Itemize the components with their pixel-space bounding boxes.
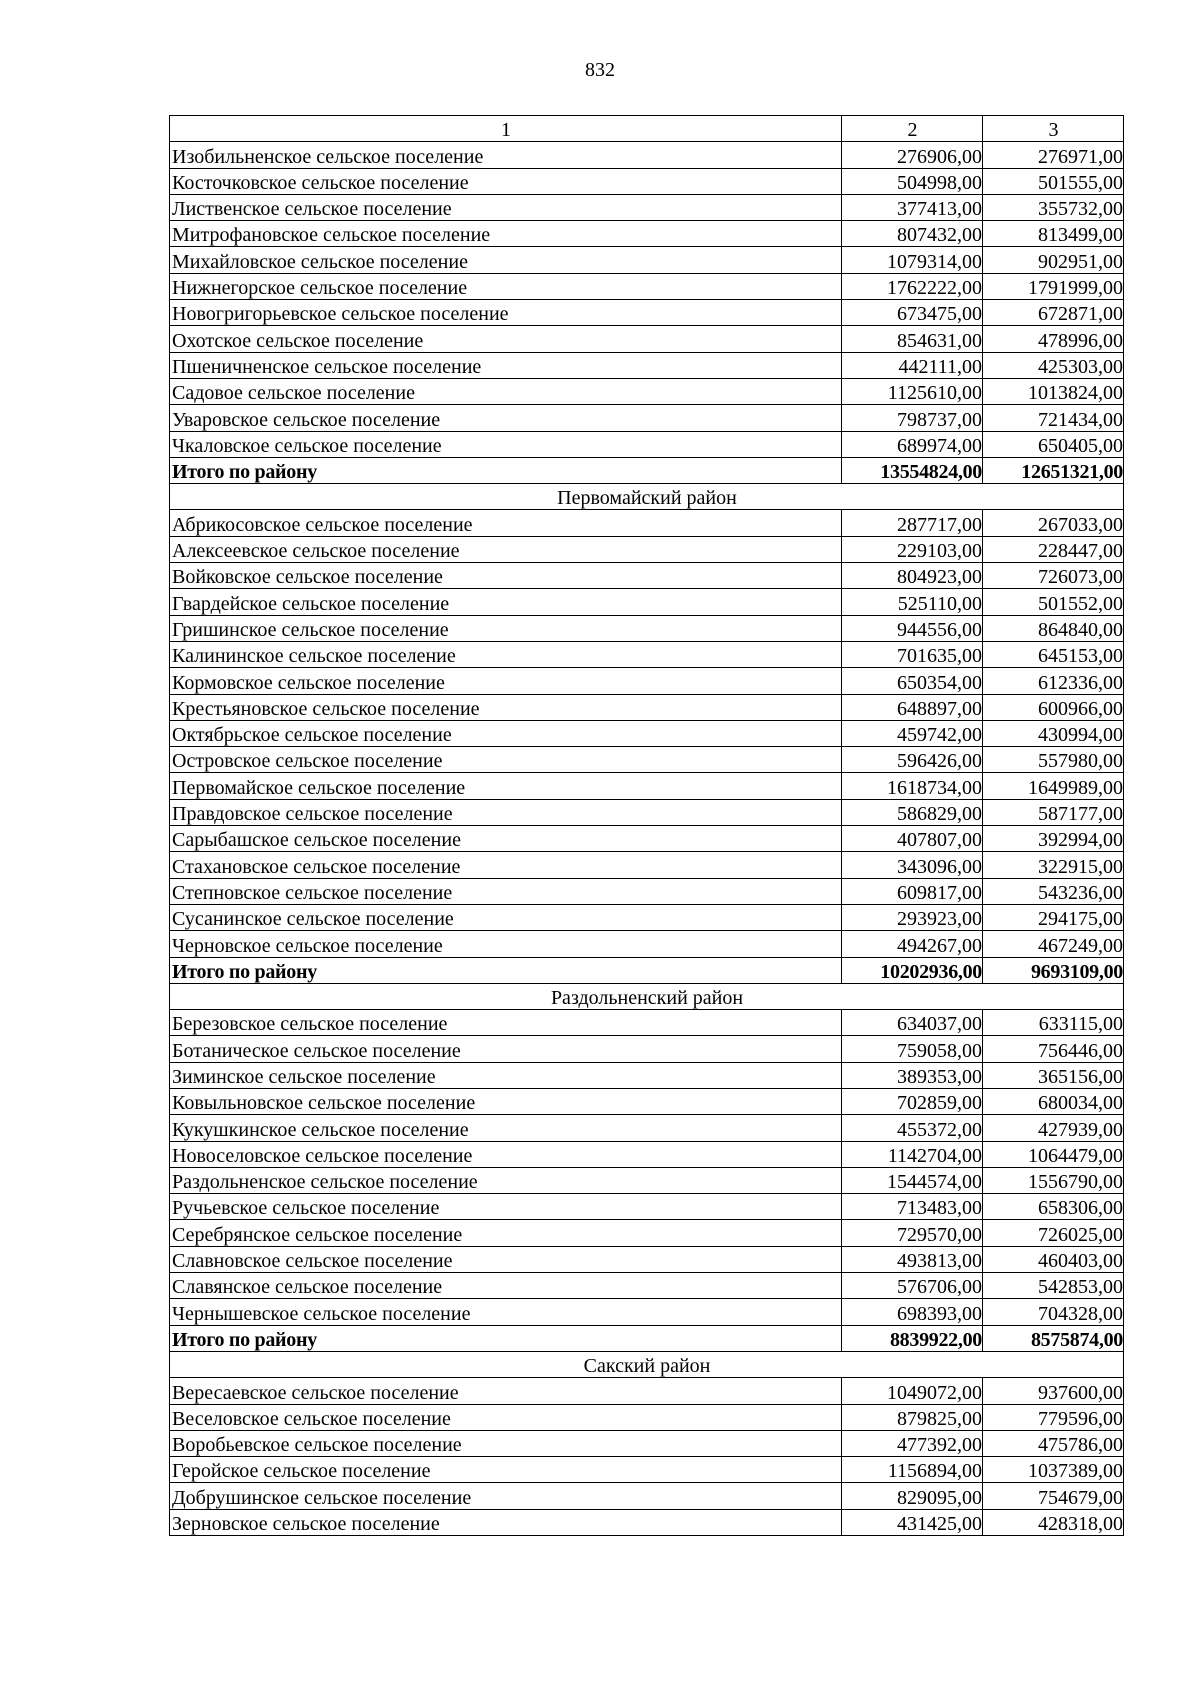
column-header-1: 1 (170, 116, 842, 142)
value-col-2: 829095,00 (842, 1483, 983, 1509)
value-col-3: 557980,00 (983, 747, 1124, 773)
table-row (170, 1036, 1124, 1062)
table-row (170, 1483, 1124, 1509)
table-row (170, 1115, 1124, 1141)
settlement-name: Октябрьское сельское поселение (170, 720, 842, 746)
value-col-2: 1049072,00 (842, 1378, 983, 1404)
district-header-row (170, 983, 1124, 1009)
settlement-name: Стахановское сельское поселение (170, 852, 842, 878)
value-col-2: 293923,00 (842, 904, 983, 930)
settlement-name: Степновское сельское поселение (170, 878, 842, 904)
value-col-3: 587177,00 (983, 799, 1124, 825)
settlement-name: Новогригорьевское сельское поселение (170, 300, 842, 326)
value-col-3: 1556790,00 (983, 1167, 1124, 1193)
value-col-3: 478996,00 (983, 326, 1124, 352)
value-col-2: 879825,00 (842, 1404, 983, 1430)
value-col-2: 698393,00 (842, 1299, 983, 1325)
district-total-row (170, 1325, 1124, 1351)
value-col-2: 807432,00 (842, 221, 983, 247)
settlement-name: Калининское сельское поселение (170, 641, 842, 667)
value-col-3: 864840,00 (983, 615, 1124, 641)
value-col-2: 477392,00 (842, 1430, 983, 1456)
total-col-2: 10202936,00 (842, 957, 983, 983)
value-col-3: 1013824,00 (983, 378, 1124, 404)
settlement-name: Ковыльновское сельское поселение (170, 1088, 842, 1114)
table-row (170, 510, 1124, 536)
value-col-2: 609817,00 (842, 878, 983, 904)
table-row (170, 1430, 1124, 1456)
table-row (170, 1509, 1124, 1535)
table-row (170, 194, 1124, 220)
settlement-name: Охотское сельское поселение (170, 326, 842, 352)
table-row (170, 1167, 1124, 1193)
value-col-3: 276971,00 (983, 142, 1124, 168)
value-col-3: 1649989,00 (983, 773, 1124, 799)
value-col-3: 294175,00 (983, 904, 1124, 930)
value-col-3: 501555,00 (983, 168, 1124, 194)
table-row (170, 1404, 1124, 1430)
settlement-name: Славянское сельское поселение (170, 1273, 842, 1299)
settlement-name: Лиственское сельское поселение (170, 194, 842, 220)
value-col-2: 1762222,00 (842, 273, 983, 299)
value-col-3: 467249,00 (983, 931, 1124, 957)
settlement-name: Крестьяновское сельское поселение (170, 694, 842, 720)
settlement-name: Зиминское сельское поселение (170, 1062, 842, 1088)
table-row (170, 300, 1124, 326)
value-col-3: 543236,00 (983, 878, 1124, 904)
settlement-name: Славновское сельское поселение (170, 1246, 842, 1272)
table-row (170, 1299, 1124, 1325)
total-col-3: 12651321,00 (983, 457, 1124, 483)
value-col-3: 228447,00 (983, 536, 1124, 562)
settlement-name: Косточковское сельское поселение (170, 168, 842, 194)
value-col-3: 1037389,00 (983, 1457, 1124, 1483)
table-body (170, 116, 1124, 1536)
value-col-2: 1079314,00 (842, 247, 983, 273)
settlement-name: Зерновское сельское поселение (170, 1509, 842, 1535)
value-col-2: 798737,00 (842, 405, 983, 431)
settlement-name: Вересаевское сельское поселение (170, 1378, 842, 1404)
settlement-name: Островское сельское поселение (170, 747, 842, 773)
value-col-2: 648897,00 (842, 694, 983, 720)
value-col-2: 586829,00 (842, 799, 983, 825)
table-row (170, 1220, 1124, 1246)
value-col-3: 704328,00 (983, 1299, 1124, 1325)
settlement-name: Михайловское сельское поселение (170, 247, 842, 273)
value-col-2: 287717,00 (842, 510, 983, 536)
total-label: Итого по району (170, 457, 842, 483)
settlement-name: Садовое сельское поселение (170, 378, 842, 404)
column-header-3: 3 (983, 116, 1124, 142)
value-col-3: 425303,00 (983, 352, 1124, 378)
table-row (170, 720, 1124, 746)
total-col-2: 8839922,00 (842, 1325, 983, 1351)
table-row (170, 1246, 1124, 1272)
value-col-2: 493813,00 (842, 1246, 983, 1272)
value-col-2: 729570,00 (842, 1220, 983, 1246)
value-col-2: 944556,00 (842, 615, 983, 641)
table-row (170, 221, 1124, 247)
table-row (170, 142, 1124, 168)
value-col-2: 494267,00 (842, 931, 983, 957)
value-col-2: 596426,00 (842, 747, 983, 773)
settlement-name: Геройское сельское поселение (170, 1457, 842, 1483)
settlement-name: Изобильненское сельское поселение (170, 142, 842, 168)
settlement-name: Ручьевское сельское поселение (170, 1194, 842, 1220)
value-col-2: 1618734,00 (842, 773, 983, 799)
district-header-row (170, 1351, 1124, 1377)
value-col-3: 460403,00 (983, 1246, 1124, 1272)
value-col-2: 673475,00 (842, 300, 983, 326)
settlement-name: Первомайское сельское поселение (170, 773, 842, 799)
value-col-2: 702859,00 (842, 1088, 983, 1114)
settlement-name: Кормовское сельское поселение (170, 668, 842, 694)
value-col-3: 427939,00 (983, 1115, 1124, 1141)
district-header-row (170, 484, 1124, 510)
value-col-2: 1125610,00 (842, 378, 983, 404)
value-col-3: 756446,00 (983, 1036, 1124, 1062)
value-col-2: 1142704,00 (842, 1141, 983, 1167)
settlement-name: Абрикосовское сельское поселение (170, 510, 842, 536)
value-col-3: 633115,00 (983, 1010, 1124, 1036)
settlement-name: Чкаловское сельское поселение (170, 431, 842, 457)
value-col-2: 634037,00 (842, 1010, 983, 1036)
value-col-3: 365156,00 (983, 1062, 1124, 1088)
value-col-3: 645153,00 (983, 641, 1124, 667)
table-row (170, 747, 1124, 773)
table-row (170, 247, 1124, 273)
table-row (170, 563, 1124, 589)
table-row (170, 668, 1124, 694)
value-col-3: 612336,00 (983, 668, 1124, 694)
value-col-2: 804923,00 (842, 563, 983, 589)
page-number: 832 (585, 59, 615, 81)
value-col-2: 276906,00 (842, 142, 983, 168)
district-name: Раздольненский район (170, 983, 1124, 1009)
district-total-row (170, 457, 1124, 483)
table-row (170, 904, 1124, 930)
table-row (170, 615, 1124, 641)
value-col-3: 813499,00 (983, 221, 1124, 247)
settlement-name: Гришинское сельское поселение (170, 615, 842, 641)
table-row (170, 1088, 1124, 1114)
total-col-3: 9693109,00 (983, 957, 1124, 983)
value-col-3: 267033,00 (983, 510, 1124, 536)
value-col-3: 475786,00 (983, 1430, 1124, 1456)
value-col-3: 650405,00 (983, 431, 1124, 457)
settlement-name: Гвардейское сельское поселение (170, 589, 842, 615)
district-total-row (170, 957, 1124, 983)
value-col-2: 1156894,00 (842, 1457, 983, 1483)
table-row (170, 589, 1124, 615)
value-col-2: 576706,00 (842, 1273, 983, 1299)
district-name: Сакский район (170, 1351, 1124, 1377)
value-col-3: 428318,00 (983, 1509, 1124, 1535)
value-col-3: 658306,00 (983, 1194, 1124, 1220)
value-col-3: 501552,00 (983, 589, 1124, 615)
table-row (170, 826, 1124, 852)
settlement-name: Серебрянское сельское поселение (170, 1220, 842, 1246)
value-col-2: 455372,00 (842, 1115, 983, 1141)
table-row (170, 168, 1124, 194)
value-col-3: 721434,00 (983, 405, 1124, 431)
table-row (170, 852, 1124, 878)
value-col-3: 542853,00 (983, 1273, 1124, 1299)
value-col-3: 779596,00 (983, 1404, 1124, 1430)
column-header-2: 2 (842, 116, 983, 142)
value-col-2: 689974,00 (842, 431, 983, 457)
settlement-name: Воробьевское сельское поселение (170, 1430, 842, 1456)
value-col-3: 937600,00 (983, 1378, 1124, 1404)
settlement-name: Черновское сельское поселение (170, 931, 842, 957)
value-col-3: 726073,00 (983, 563, 1124, 589)
table-row (170, 326, 1124, 352)
table-row (170, 352, 1124, 378)
total-label: Итого по району (170, 957, 842, 983)
value-col-2: 459742,00 (842, 720, 983, 746)
value-col-2: 377413,00 (842, 194, 983, 220)
value-col-2: 1544574,00 (842, 1167, 983, 1193)
value-col-2: 525110,00 (842, 589, 983, 615)
value-col-2: 713483,00 (842, 1194, 983, 1220)
settlement-name: Сарыбашское сельское поселение (170, 826, 842, 852)
value-col-2: 701635,00 (842, 641, 983, 667)
value-col-3: 600966,00 (983, 694, 1124, 720)
table-row (170, 378, 1124, 404)
settlement-name: Березовское сельское поселение (170, 1010, 842, 1036)
settlement-name: Правдовское сельское поселение (170, 799, 842, 825)
total-col-2: 13554824,00 (842, 457, 983, 483)
table-row (170, 405, 1124, 431)
value-col-3: 726025,00 (983, 1220, 1124, 1246)
table-row (170, 431, 1124, 457)
table-row (170, 1062, 1124, 1088)
value-col-3: 680034,00 (983, 1088, 1124, 1114)
value-col-2: 759058,00 (842, 1036, 983, 1062)
value-col-3: 1791999,00 (983, 273, 1124, 299)
settlement-name: Алексеевское сельское поселение (170, 536, 842, 562)
value-col-3: 1064479,00 (983, 1141, 1124, 1167)
settlement-name: Ботаническое сельское поселение (170, 1036, 842, 1062)
table-row (170, 799, 1124, 825)
total-label: Итого по району (170, 1325, 842, 1351)
table-row (170, 1273, 1124, 1299)
value-col-2: 650354,00 (842, 668, 983, 694)
district-name: Первомайский район (170, 484, 1124, 510)
column-header-row (170, 116, 1124, 142)
table-row (170, 641, 1124, 667)
table-row (170, 273, 1124, 299)
value-col-2: 389353,00 (842, 1062, 983, 1088)
table-row (170, 1010, 1124, 1036)
settlement-name: Уваровское сельское поселение (170, 405, 842, 431)
value-col-2: 343096,00 (842, 852, 983, 878)
table-row (170, 1141, 1124, 1167)
value-col-3: 322915,00 (983, 852, 1124, 878)
table-row (170, 1457, 1124, 1483)
settlement-name: Добрушинское сельское поселение (170, 1483, 842, 1509)
settlement-name: Новоселовское сельское поселение (170, 1141, 842, 1167)
settlement-name: Митрофановское сельское поселение (170, 221, 842, 247)
value-col-2: 442111,00 (842, 352, 983, 378)
table-row (170, 694, 1124, 720)
value-col-3: 392994,00 (983, 826, 1124, 852)
settlement-name: Кукушкинское сельское поселение (170, 1115, 842, 1141)
value-col-2: 504998,00 (842, 168, 983, 194)
value-col-2: 854631,00 (842, 326, 983, 352)
table-row (170, 1378, 1124, 1404)
settlement-name: Веселовское сельское поселение (170, 1404, 842, 1430)
settlement-name: Войковское сельское поселение (170, 563, 842, 589)
table-row (170, 878, 1124, 904)
value-col-2: 431425,00 (842, 1509, 983, 1535)
table-row (170, 1194, 1124, 1220)
table-row (170, 931, 1124, 957)
value-col-3: 430994,00 (983, 720, 1124, 746)
value-col-3: 355732,00 (983, 194, 1124, 220)
settlement-name: Сусанинское сельское поселение (170, 904, 842, 930)
table-row (170, 536, 1124, 562)
value-col-3: 672871,00 (983, 300, 1124, 326)
settlement-name: Пшеничненское сельское поселение (170, 352, 842, 378)
total-col-3: 8575874,00 (983, 1325, 1124, 1351)
table-row (170, 773, 1124, 799)
settlement-name: Нижнегорское сельское поселение (170, 273, 842, 299)
settlement-name: Раздольненское сельское поселение (170, 1167, 842, 1193)
value-col-2: 407807,00 (842, 826, 983, 852)
value-col-3: 902951,00 (983, 247, 1124, 273)
settlement-name: Чернышевское сельское поселение (170, 1299, 842, 1325)
value-col-3: 754679,00 (983, 1483, 1124, 1509)
budget-table (169, 115, 1124, 1536)
value-col-2: 229103,00 (842, 536, 983, 562)
